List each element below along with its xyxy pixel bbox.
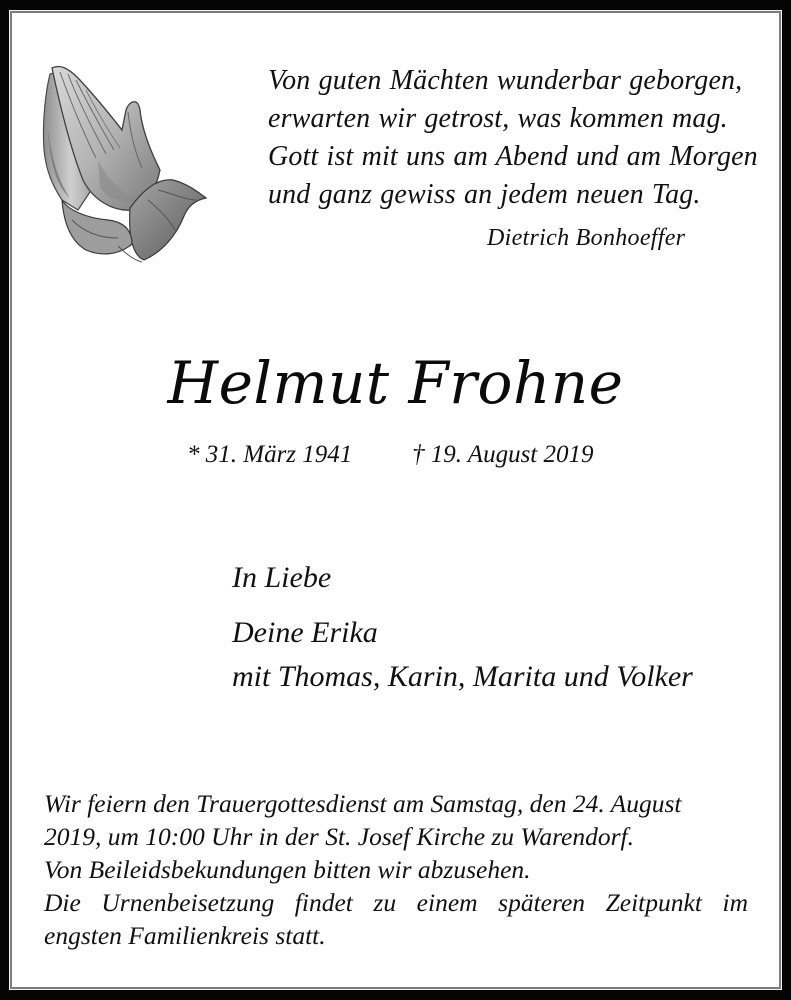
quote-line: erwarten wir getrost, was kommen mag. bbox=[268, 103, 728, 134]
family-line: mit Thomas, Karin, Marita und Volker bbox=[232, 660, 693, 693]
bonhoeffer-quote bbox=[268, 62, 758, 214]
birth-date: * 31. März 1941 bbox=[187, 441, 353, 468]
quote-author: Dietrich Bonhoeffer bbox=[487, 225, 686, 251]
notice-line: 2019, um 10:00 Uhr in der St. Josef Kirche zu Warendorf. bbox=[44, 822, 635, 851]
family-intro: In Liebe bbox=[232, 561, 332, 594]
notice-line: Wir feiern den Trauergottesdienst am Samstag, den 24. August bbox=[44, 789, 682, 818]
notice-line: Von Beileidsbekundungen bitten wir abzusehen. bbox=[44, 855, 531, 884]
quote-line: Gott ist mit uns am Abend und am Morgen bbox=[268, 141, 758, 172]
family-line: Deine Erika bbox=[232, 616, 378, 649]
notice-line: Die Urnenbeisetzung findet zu einem späteren Zeitpunkt im bbox=[44, 888, 748, 917]
funeral-notice bbox=[44, 787, 748, 952]
notice-line: engsten Familienkreis statt. bbox=[44, 921, 326, 950]
quote-line: und ganz gewiss an jedem neuen Tag. bbox=[268, 179, 701, 210]
family-signature bbox=[232, 558, 693, 699]
quote-line: Von guten Mächten wunderbar geborgen, bbox=[268, 65, 743, 96]
death-date: † 19. August 2019 bbox=[412, 441, 594, 468]
praying-hands-icon bbox=[38, 60, 210, 265]
deceased-name: Helmut Frohne bbox=[167, 349, 624, 417]
